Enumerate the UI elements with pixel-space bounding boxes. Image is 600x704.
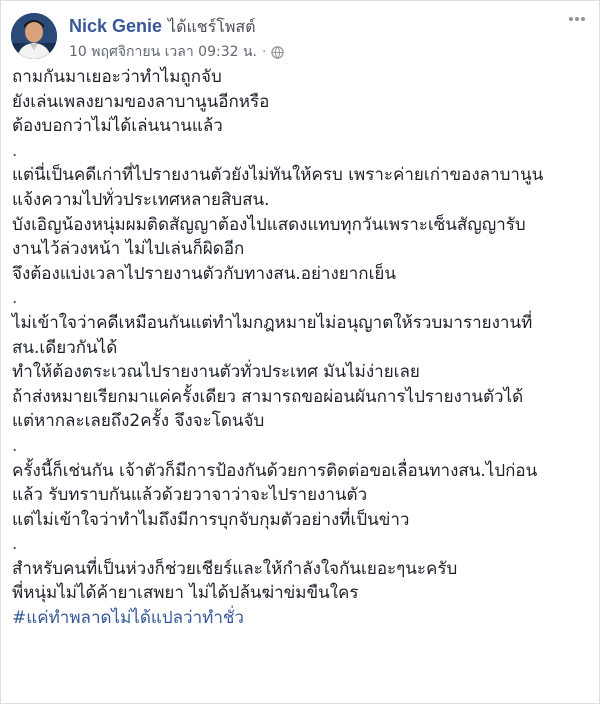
post-text-line: แจ้งความไปทั่วประเทศหลายสิบสน. xyxy=(12,189,270,210)
post-text-line: ถามกันมาเยอะว่าทำไมถูกจับ xyxy=(12,67,222,87)
post-timestamp[interactable]: 10 พฤศจิกายน เวลา 09:32 น. xyxy=(69,44,257,60)
meta-separator: · xyxy=(261,44,267,60)
post-text-line: แต่นี่เป็นคดีเก่าที่ไปรายงานตัวยังไม่ทันให้ครบ เพราะค่ายเก่าของลาบานูน xyxy=(12,165,544,186)
author-name[interactable]: Nick Genie xyxy=(69,16,163,36)
more-options-icon[interactable] xyxy=(567,11,587,25)
post-text-line: สำหรับคนที่เป็นห่วงก็ช่วยเชียร์และให้กำลังใจกันเยอะๆนะครับ xyxy=(12,558,458,579)
post-text-line: งานไว้ล่วงหน้า ไม่ไปเล่นก็ผิดอีก xyxy=(12,239,245,260)
post-body xyxy=(12,65,591,631)
post-text-line: สน.เดียวกันได้ xyxy=(12,337,118,358)
post-text-line: ไม่เข้าใจว่าคดีเหมือนกันแต่ทำไมกฎหมายไม่อนุญาตให้รวบมารายงานที่ xyxy=(12,312,533,333)
post-text-line: แต่ไม่เข้าใจว่าทำไมถึงมีการบุกจับกุมตัวอย่างที่เป็นข่าว xyxy=(12,509,410,530)
post-text-line: ถ้าส่งหมายเรียกมาแค่ครั้งเดียว สามารถขอผ่อนผันการไปรายงานตัวได้ xyxy=(12,386,524,407)
post-header xyxy=(1,1,599,71)
post-text-line: จึงต้องแบ่งเวลาไปรายงานตัวกับทางสน.อย่างยากเย็น xyxy=(12,263,396,284)
post-text-line: ครั้งนี้ก็เช่นกัน เจ้าตัวก็มีการป้องกันด้วยการติดต่อขอเลื่อนทางสน.ไปก่อน xyxy=(12,460,538,481)
post-text-line: พี่หนุ่มไม่ได้ค้ายาเสพยา ไม่ได้ปล้นฆ่าข่มขืนใคร xyxy=(12,583,359,604)
shared-post-text: ได้แชร์โพสต์ xyxy=(168,17,256,36)
globe-icon[interactable] xyxy=(271,46,284,59)
post-text-line: ทำให้ต้องตระเวณไปรายงานตัวทั่วประเทศ มันไม่ง่ายเลย xyxy=(12,362,420,383)
hashtag-link[interactable]: #แค่ทำพลาดไม่ได้แปลว่าทำชั่ว xyxy=(12,608,244,629)
author-line xyxy=(69,15,256,38)
avatar[interactable] xyxy=(11,13,57,59)
post-text-line: บังเอิญน้องหนุ่มผมติดสัญญาต้องไปแสดงแทบทุกวันเพราะเซ็นสัญญารับ xyxy=(12,214,526,235)
avatar-image xyxy=(11,13,57,59)
post-meta xyxy=(69,41,284,63)
post-text-line: ต้องบอกว่าไม่ได้เล่นนานแล้ว xyxy=(12,116,223,137)
paragraph-separator: . xyxy=(12,534,18,555)
paragraph-separator: . xyxy=(12,435,18,456)
paragraph-separator: . xyxy=(12,288,18,309)
paragraph-separator: . xyxy=(12,140,18,161)
post-text-line: แล้ว รับทราบกันแล้วด้วยวาจาว่าจะไปรายงานตัว xyxy=(12,485,368,506)
post-text-line: แต่หากละเลยถึง2ครั้ง จึงจะโดนจับ xyxy=(12,411,265,432)
post-text-line: ยังเล่นเพลงยามของลาบานูนอีกหรือ xyxy=(12,91,270,112)
